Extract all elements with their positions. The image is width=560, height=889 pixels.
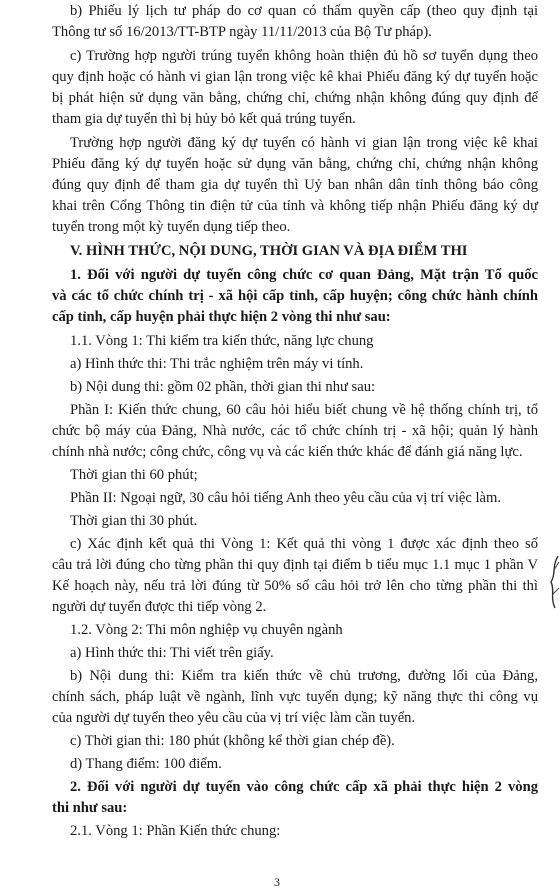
subsection-heading: 1. Đối với người dự tuyển công chức cơ quan Đảng, Mặt trận Tổ quốc xyxy=(70,267,538,283)
page-number: 3 xyxy=(274,875,280,889)
paragraph-line: Thông tư số 16/2013/TT-BTP ngày 11/11/2013 của Bộ Tư pháp). xyxy=(52,24,432,40)
subsection-heading: và các tổ chức chính trị - xã hội cấp tỉnh, cấp huyện; công chức hành chính xyxy=(52,288,538,304)
scan-edge-mark xyxy=(546,552,560,616)
paragraph-line: Phần I: Kiến thức chung, 60 câu hỏi hiểu biết chung về hệ thống chính trị, tổ xyxy=(70,402,538,418)
paragraph-line: Thời gian thi 30 phút. xyxy=(70,513,198,529)
subsection-heading: 2. Đối với người dự tuyển vào công chức cấp xã phải thực hiện 2 vòng xyxy=(70,779,538,795)
paragraph-line: a) Hình thức thi: Thi trắc nghiệm trên máy vi tính. xyxy=(70,356,364,372)
paragraph-line: Kế hoạch này, nếu trả lời đúng từ 50% số câu hỏi trở lên cho từng phần thi thì xyxy=(52,578,538,594)
paragraph-line: câu trả lời đúng cho từng phần thi quy định tại điểm b tiểu mục 1.1 mục 1 phần V xyxy=(52,557,538,573)
paragraph-line: d) Thang điểm: 100 điểm. xyxy=(70,756,222,772)
paragraph-line: b) Nội dung thi: gồm 02 phần, thời gian thi như sau: xyxy=(70,379,376,395)
paragraph-line: 1.2. Vòng 2: Thi môn nghiệp vụ chuyên ngành xyxy=(70,622,343,638)
paragraph-line: Phiếu đăng ký dự tuyển hoặc sử dụng văn bằng, chứng chỉ, chứng nhận không xyxy=(52,156,538,172)
subsection-heading: thi như sau: xyxy=(52,800,128,816)
paragraph-line: chính nhà nước; công chức, công vụ và các kiến thức khác để đánh giá năng lực. xyxy=(52,444,523,460)
paragraph-line: người dự tuyển được thi tiếp vòng 2. xyxy=(52,599,267,615)
paragraph-line: chính sách, pháp luật về ngành, lĩnh vực tuyển dụng; kỹ năng thực thi công vụ xyxy=(52,689,538,705)
paragraph-line: 2.1. Vòng 1: Phần Kiến thức chung: xyxy=(70,823,281,839)
paragraph-line: chức bộ máy của Đảng, Nhà nước, các tổ chức chính trị - xã hội; quản lý hành xyxy=(52,423,538,439)
section-heading: V. HÌNH THỨC, NỘI DUNG, THỜI GIAN VÀ ĐỊA ĐIỂM THI xyxy=(70,243,468,259)
paragraph-line: của người dự tuyển theo yêu cầu của vị trí việc làm cần tuyển. xyxy=(52,710,416,726)
paragraph-line: b) Phiếu lý lịch tư pháp do cơ quan có thẩm quyền cấp (theo quy định tại xyxy=(70,3,538,19)
paragraph-line: đúng quy định để tham gia dự tuyển thì Uỷ ban nhân dân tỉnh thông báo công xyxy=(52,177,538,193)
paragraph-line: bị phát hiện sử dụng văn bằng, chứng chỉ, chứng nhận không đúng quy định để xyxy=(52,90,538,106)
paragraph-line: Thời gian thi 60 phút; xyxy=(70,467,198,483)
paragraph-line: quy định hoặc có hành vi gian lận trong việc kê khai Phiếu đăng ký dự tuyển hoặc xyxy=(52,69,538,85)
paragraph-line: Trường hợp người đăng ký dự tuyển có hành vi gian lận trong việc kê khai xyxy=(70,135,538,151)
paragraph-line: c) Xác định kết quả thi Vòng 1: Kết quả thi vòng 1 được xác định theo số xyxy=(70,536,538,552)
paragraph-line: a) Hình thức thi: Thi viết trên giấy. xyxy=(70,645,274,661)
paragraph-line: tuyển trong một kỳ tuyển dụng tiếp theo. xyxy=(52,219,291,235)
paragraph-line: tham gia dự tuyển thì bị hủy bỏ kết quả trúng tuyển. xyxy=(52,111,356,127)
paragraph-line: c) Trường hợp người trúng tuyển không hoàn thiện đủ hồ sơ tuyển dụng theo xyxy=(70,48,538,64)
paragraph-line: khai trên Cổng Thông tin điện tử của tỉnh và không tiếp nhận Phiếu đăng ký dự xyxy=(52,198,538,214)
subsection-heading: cấp tỉnh, cấp huyện phải thực hiện 2 vòng thi như sau: xyxy=(52,309,391,325)
paragraph-line: b) Nội dung thi: Kiểm tra kiến thức về chủ trương, đường lối của Đảng, xyxy=(70,668,538,684)
paragraph-line: Phần II: Ngoại ngữ, 30 câu hỏi tiếng Anh theo yêu cầu của vị trí việc làm. xyxy=(70,490,502,506)
paragraph-line: c) Thời gian thi: 180 phút (không kể thời gian chép đề). xyxy=(70,733,395,749)
paragraph-line: 1.1. Vòng 1: Thi kiểm tra kiến thức, năng lực chung xyxy=(70,333,374,349)
